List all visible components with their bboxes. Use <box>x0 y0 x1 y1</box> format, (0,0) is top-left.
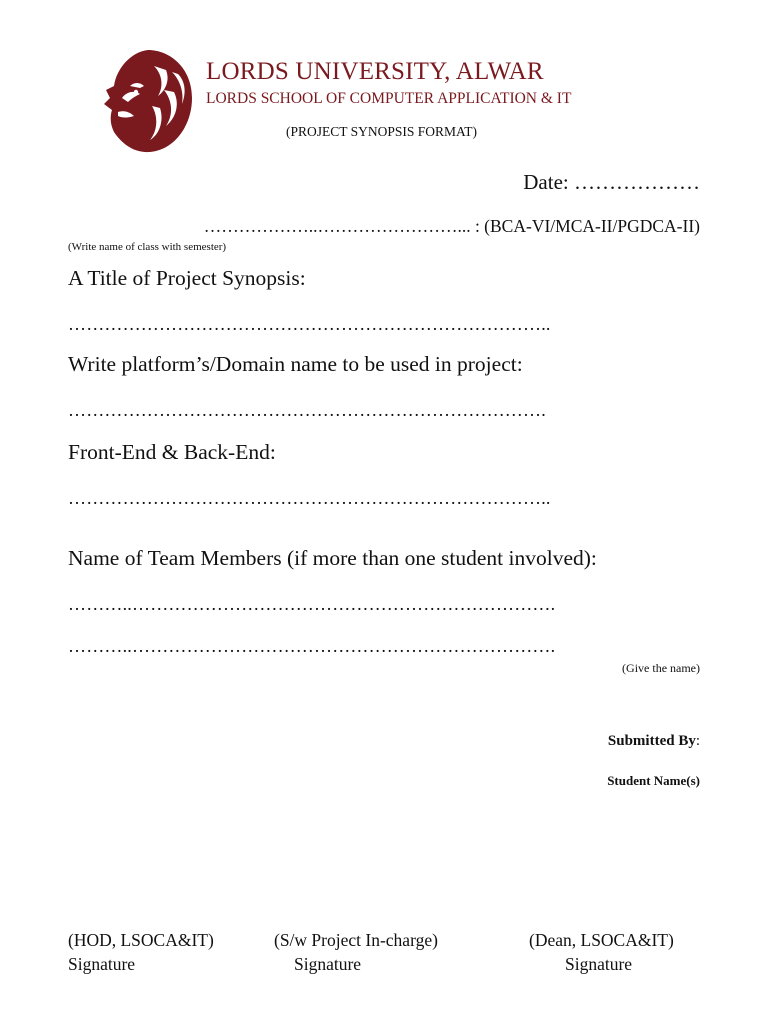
platform-dots: ……………………………………………………………………. <box>68 400 546 420</box>
frontend-backend-label: Front-End & Back-End: <box>68 440 276 464</box>
date-field: Date: ……………… <box>523 170 700 194</box>
signature-label: Signature <box>294 954 362 974</box>
school-name: LORDS SCHOOL OF COMPUTER APPLICATION & IT <box>206 90 572 107</box>
platform-label: Write platform’s/Domain name to be used in project: <box>68 352 523 376</box>
lion-head-icon <box>100 46 196 154</box>
submitted-by-text: Submitted By <box>607 733 696 749</box>
project-title-dots: …………………………………………………………………….. <box>68 314 551 334</box>
signature-block-project-incharge <box>274 928 438 976</box>
signature-role: (HOD, LSOCA&IT) <box>68 930 214 950</box>
signature-role: (Dean, LSOCA&IT) <box>529 930 674 950</box>
team-members-label: Name of Team Members (if more than one student involved): <box>68 546 597 570</box>
class-field: ………………..……………………... : (BCA-VI/MCA-II/PGDCA-II) <box>203 216 700 236</box>
project-title-label: A Title of Project Synopsis: <box>68 266 306 290</box>
signature-block-hod <box>68 928 214 976</box>
frontend-backend-dots: …………………………………………………………………….. <box>68 488 551 508</box>
signature-label: Signature <box>565 954 633 974</box>
give-name-hint: (Give the name) <box>622 661 700 675</box>
submitted-by-label <box>608 733 700 750</box>
signature-role: (S/w Project In-charge) <box>274 930 438 950</box>
submitted-by-colon: : <box>695 733 700 749</box>
team-members-dots-2: ………..……………………………………………………………. <box>68 636 556 656</box>
class-hint: (Write name of class with semester) <box>68 241 227 253</box>
signature-label: Signature <box>68 954 136 974</box>
student-names-label: Student Name(s) <box>607 773 700 788</box>
document-format-label: (PROJECT SYNOPSIS FORMAT) <box>286 124 478 139</box>
university-name: LORDS UNIVERSITY, ALWAR <box>206 58 544 85</box>
signature-block-dean <box>529 928 674 976</box>
team-members-dots-1: ………..……………………………………………………………. <box>68 594 556 614</box>
